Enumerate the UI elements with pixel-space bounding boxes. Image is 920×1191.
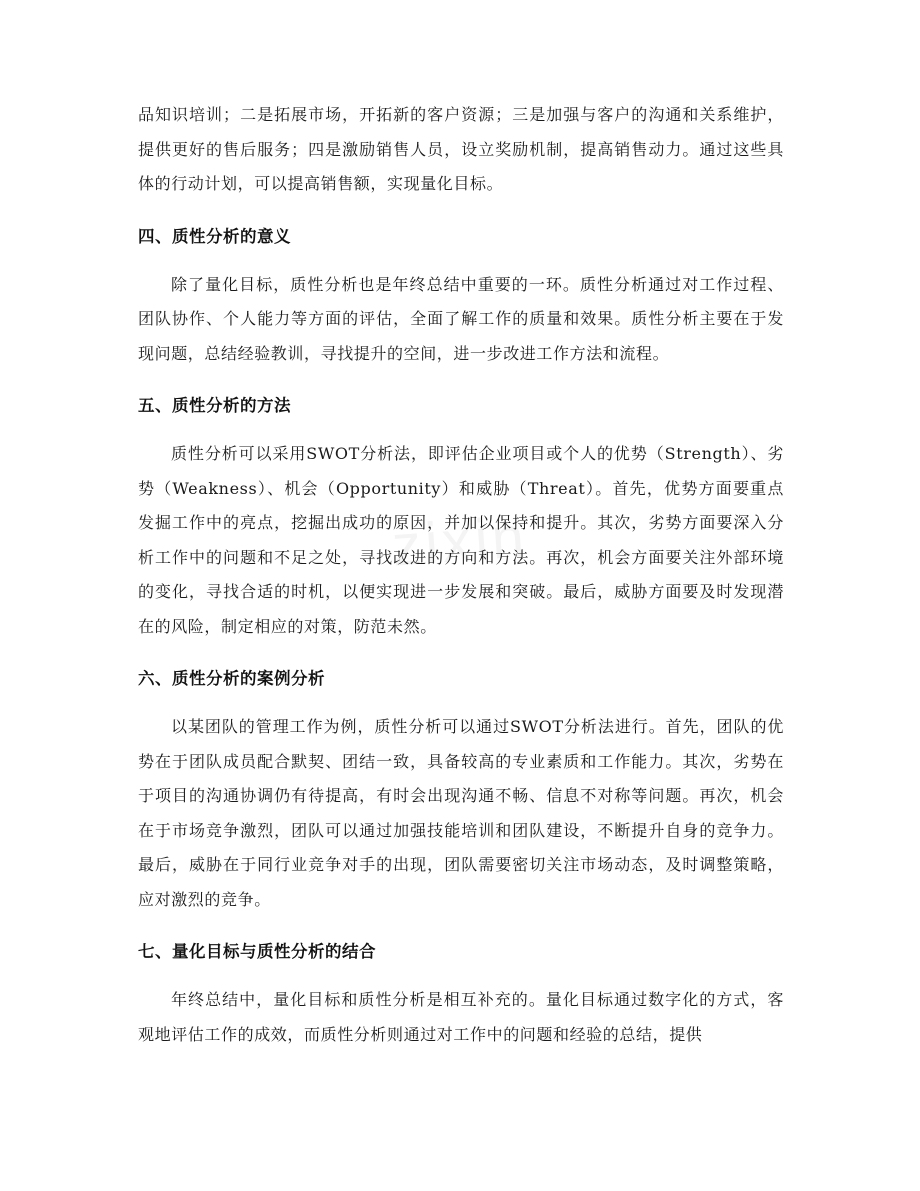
heading-section-5: 五、质性分析的方法 [138,396,291,415]
paragraph-case-analysis: 以某团队的管理工作为例，质性分析可以通过SWOT分析法进行。首先，团队的优势在于团队成员配合默契、团结一致，具备较高的专业素质和工作能力。其次，劣势在于项目的沟通协调仍有待提高，有时会出现沟通不畅、信息不对称等问题。再次，机会在于市场竞争激烈，团队可以通过加强技能培训和团队建设，不断提升自身的竞争力。最后，威胁在于同行业竞争对手的出现，团队需要密切关注市场动态，及时调整策略，应对激烈的竞争。 [138,717,784,909]
document-page [138,98,784,1052]
heading-section-6: 六、质性分析的案例分析 [138,669,325,688]
paragraph-combination: 年终总结中，量化目标和质性分析是相互补充的。量化目标通过数字化的方式，客观地评估工作的成效，而质性分析则通过对工作中的问题和经验的总结，提供 [138,990,784,1044]
heading-section-4: 四、质性分析的意义 [138,226,291,246]
paragraph-action-plan: 品知识培训；二是拓展市场，开拓新的客户资源；三是加强与客户的沟通和关系维护，提供更好的售后服务；四是激励销售人员，设立奖励机制，提高销售动力。通过这些具体的行动计划，可以提高销售额，实现量化目标。 [138,105,784,193]
heading-section-7: 七、量化目标与质性分析的结合 [138,942,376,961]
paragraph-qualitative-method: 质性分析可以采用SWOT分析法，即评估企业项目或个人的优势（Strength）、劣势（Weakness）、机会（Opportunity）和威胁（Threat）。首先，优势方面要重点发掘工作中的亮点，挖掘出成功的原因，并加以保持和提升。其次，劣势方面要深入分析工作中的问题和不足之处，寻找改进的方向和方法。再次，机会方面要关注外部环境的变化，寻找合适的时机，以便实现进一步发展和突破。最后，威胁方面要及时发现潜在的风险，制定相应的对策，防范未然。 [138,444,784,636]
paragraph-qualitative-meaning: 除了量化目标，质性分析也是年终总结中重要的一环。质性分析通过对工作过程、团队协作、个人能力等方面的评估，全面了解工作的质量和效果。质性分析主要在于发现问题，总结经验教训，寻找提升的空间，进一步改进工作方法和流程。 [138,274,784,363]
